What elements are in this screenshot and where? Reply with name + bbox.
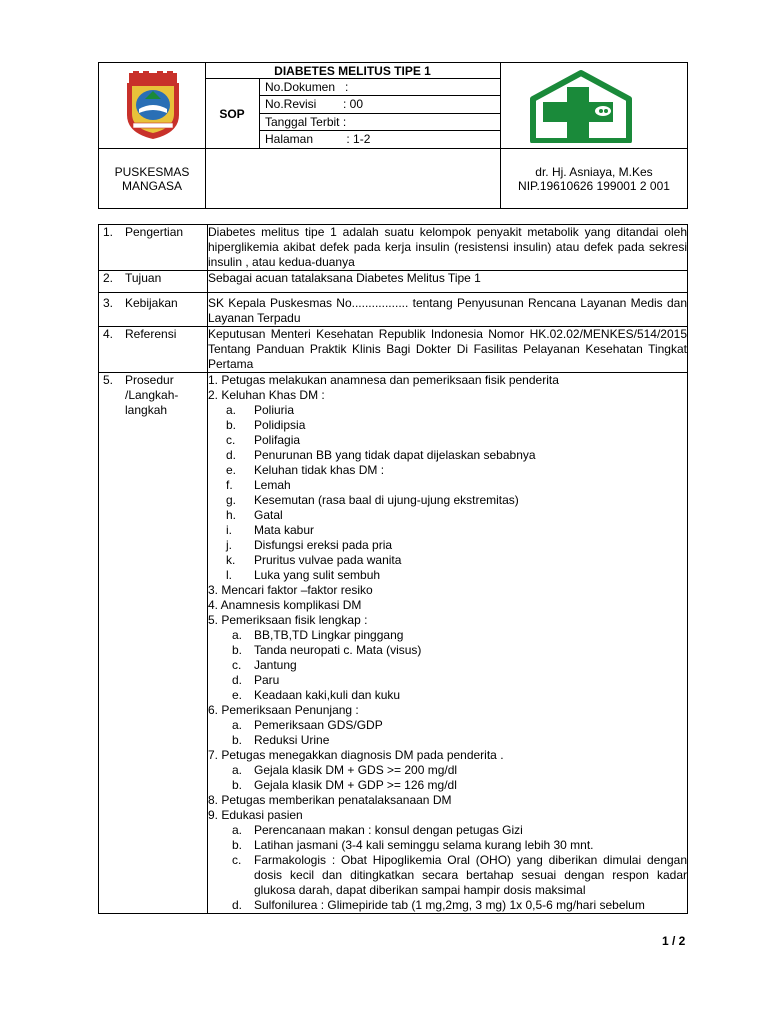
sub-item-marker: c.	[232, 658, 242, 672]
sub-item-marker: e.	[226, 463, 237, 477]
sub-item-text: Farmakologis : Obat Hipoglikemia Oral (OHO) yang diberikan dimulai dengan dosis kecil dan ditingkatkan secara bertahap sesuai dengan respon kadar glukosa darah, dapat diberikan sampai hampir dosis maksimal	[254, 853, 687, 897]
row-label: Kebijakan	[125, 296, 178, 310]
procedure-sub-item	[208, 418, 687, 433]
procedure-sub-item	[208, 523, 687, 538]
sop-content-table	[98, 224, 688, 914]
procedure-sub-item	[208, 403, 687, 418]
sub-item-text: Latihan jasmani (3-4 kali seminggu selama kurang lebih 30 mnt.	[254, 838, 594, 852]
institution-line-1: PUSKESMAS	[114, 165, 190, 179]
procedure-sub-item	[208, 553, 687, 568]
sub-item-text: Reduksi Urine	[254, 733, 330, 747]
sub-item-text: Gejala klasik DM + GDS >= 200 mg/dl	[254, 763, 458, 777]
sub-item-text: Tanda neuropati c. Mata (visus)	[254, 643, 422, 657]
row-number: 5.	[103, 373, 114, 387]
procedure-sub-item	[208, 643, 687, 658]
sub-item-marker: d.	[232, 898, 243, 912]
sub-item-text: Paru	[254, 673, 280, 687]
signer-name: dr. Hj. Asniaya, M.Kes	[535, 165, 653, 179]
sub-item-text: Keluhan tidak khas DM :	[254, 463, 385, 477]
institution-line-2: MANGASA	[121, 179, 182, 193]
sub-item-text: Disfungsi ereksi pada pria	[254, 538, 393, 552]
header-table	[98, 62, 688, 209]
procedure-step: 6. Pemeriksaan Penunjang :	[208, 703, 359, 717]
row-label: Tujuan	[125, 271, 162, 285]
sub-item-marker: e.	[232, 688, 243, 702]
row-prosedur	[99, 373, 688, 914]
sub-item-text: Polidipsia	[254, 418, 306, 432]
procedure-sub-item	[208, 898, 687, 913]
sub-item-text: Pemeriksaan GDS/GDP	[254, 718, 383, 732]
sub-item-marker: b.	[232, 733, 243, 747]
procedure-step: 4. Anamnesis komplikasi DM	[208, 598, 362, 612]
signer-block	[500, 165, 688, 193]
field-tanggal-terbit: Tanggal Terbit :	[265, 115, 347, 129]
sub-item-marker: b.	[232, 838, 243, 852]
procedure-step: 7. Petugas menegakkan diagnosis DM pada penderita .	[208, 748, 504, 762]
row-referensi	[99, 327, 688, 373]
page-number: 1 / 2	[662, 934, 686, 948]
institution-name	[99, 165, 205, 193]
sop-label: SOP	[219, 107, 245, 121]
row-text: Keputusan Menteri Kesehatan Republik Indonesia Nomor HK.02.02/MENKES/514/2015 Tentang Panduan Praktik Klinis Bagi Dokter Di Fasilitas Pelayanan Kesehatan Tingkat Pertama	[208, 327, 687, 371]
procedure-sub-item	[208, 493, 687, 508]
sub-item-marker: f.	[226, 478, 233, 492]
procedure-sub-item	[208, 628, 687, 643]
row-text: Diabetes melitus tipe 1 adalah suatu kelompok penyakit metabolik yang ditandai oleh hiperglikemia akibat defek pada kerja insulin (resistensi insulin) atau defek pada sekresi insulin , atau kedua-duanya	[208, 225, 687, 269]
sub-item-text: BB,TB,TD Lingkar pinggang	[254, 628, 404, 642]
row-kebijakan	[99, 293, 688, 327]
sub-item-marker: a.	[232, 718, 243, 732]
sub-item-text: Pruritus vulvae pada wanita	[254, 553, 402, 567]
row-text: SK Kepala Puskesmas No................. tentang Penyusunan Rencana Layanan Medis dan Layanan Terpadu	[208, 293, 688, 327]
procedure-sub-item	[208, 658, 687, 673]
procedure-step: 2. Keluhan Khas DM :	[208, 388, 325, 402]
procedure-step: 1. Petugas melakukan anamnesa dan pemeriksaan fisik penderita	[208, 373, 559, 387]
sub-item-marker: c.	[232, 853, 242, 867]
sub-item-marker: a.	[226, 403, 237, 417]
sub-item-text: Gejala klasik DM + GDP >= 126 mg/dl	[254, 778, 457, 792]
sub-item-marker: a.	[232, 763, 243, 777]
field-no-dokumen: No.Dokumen :	[265, 80, 349, 94]
sub-item-text: Jantung	[254, 658, 297, 672]
sub-item-marker: b.	[226, 418, 237, 432]
sub-item-text: Mata kabur	[254, 523, 315, 537]
field-no-revisi: No.Revisi : 00	[265, 97, 364, 111]
procedure-sub-item	[208, 448, 687, 463]
document-title: DIABETES MELITUS TIPE 1	[274, 64, 431, 78]
label-line: Prosedur	[125, 373, 174, 387]
row-number: 3.	[103, 296, 114, 310]
procedure-step: 8. Petugas memberikan penatalaksanaan DM	[208, 793, 452, 807]
sub-item-text: Keadaan kaki,kuli dan kuku	[254, 688, 401, 702]
row-number: 1.	[103, 225, 114, 239]
procedure-step: 5. Pemeriksaan fisik lengkap :	[208, 613, 368, 627]
procedure-sub-item	[208, 688, 687, 703]
field-halaman: Halaman : 1-2	[265, 132, 371, 146]
procedure-step: 9. Edukasi pasien	[208, 808, 303, 822]
row-tujuan	[99, 271, 688, 293]
sub-item-text: Poliuria	[254, 403, 295, 417]
procedure-sub-item	[208, 718, 687, 733]
sub-item-marker: a.	[232, 823, 243, 837]
procedure-steps	[208, 373, 688, 914]
procedure-sub-item	[208, 463, 687, 478]
row-text: Sebagai acuan tatalaksana Diabetes Melitus Tipe 1	[208, 271, 688, 293]
sub-item-marker: j.	[226, 538, 232, 552]
sub-item-text: Perencanaan makan : konsul dengan petugas Gizi	[254, 823, 523, 837]
signer-nip: NIP.19610626 199001 2 001	[518, 179, 670, 193]
sub-item-marker: l.	[226, 568, 232, 582]
row-number: 2.	[103, 271, 114, 285]
sub-item-marker: h.	[226, 508, 237, 522]
label-line: /Langkah-	[125, 388, 179, 402]
sub-item-marker: d.	[232, 673, 243, 687]
city-seal-logo	[123, 71, 183, 141]
row-label: Pengertian	[125, 225, 184, 239]
row-label: Referensi	[125, 327, 177, 341]
procedure-sub-item	[208, 538, 687, 553]
sub-item-text: Polifagia	[254, 433, 301, 447]
sub-item-marker: d.	[226, 448, 237, 462]
sub-item-text: Penurunan BB yang tidak dapat dijelaskan sebabnya	[254, 448, 536, 462]
puskesmas-logo	[529, 69, 633, 143]
procedure-sub-item	[208, 433, 687, 448]
procedure-sub-item	[208, 778, 687, 793]
sub-item-marker: b.	[232, 778, 243, 792]
sub-item-marker: c.	[226, 433, 236, 447]
sub-item-marker: k.	[226, 553, 236, 567]
procedure-sub-item	[208, 673, 687, 688]
row-pengertian	[99, 225, 688, 271]
sub-item-text: Lemah	[254, 478, 291, 492]
procedure-step: 3. Mencari faktor –faktor resiko	[208, 583, 373, 597]
row-label	[125, 373, 207, 418]
row-number: 4.	[103, 327, 114, 341]
procedure-sub-item	[208, 853, 687, 898]
procedure-sub-item	[208, 763, 687, 778]
label-line: langkah	[125, 403, 168, 417]
sub-item-marker: a.	[232, 628, 243, 642]
sub-item-text: Gatal	[254, 508, 283, 522]
sub-item-marker: g.	[226, 493, 237, 507]
sub-item-text: Kesemutan (rasa baal di ujung-ujung ekstremitas)	[254, 493, 519, 507]
procedure-sub-item	[208, 838, 687, 853]
sub-item-text: Luka yang sulit sembuh	[254, 568, 381, 582]
procedure-sub-item	[208, 733, 687, 748]
procedure-sub-item	[208, 823, 687, 838]
sub-item-text: Sulfonilurea : Glimepiride tab (1 mg,2mg, 3 mg) 1x 0,5-6 mg/hari sebelum	[254, 898, 645, 912]
procedure-sub-item	[208, 508, 687, 523]
sub-item-marker: b.	[232, 643, 243, 657]
procedure-sub-item	[208, 478, 687, 493]
procedure-sub-item	[208, 568, 687, 583]
sub-item-marker: i.	[226, 523, 232, 537]
